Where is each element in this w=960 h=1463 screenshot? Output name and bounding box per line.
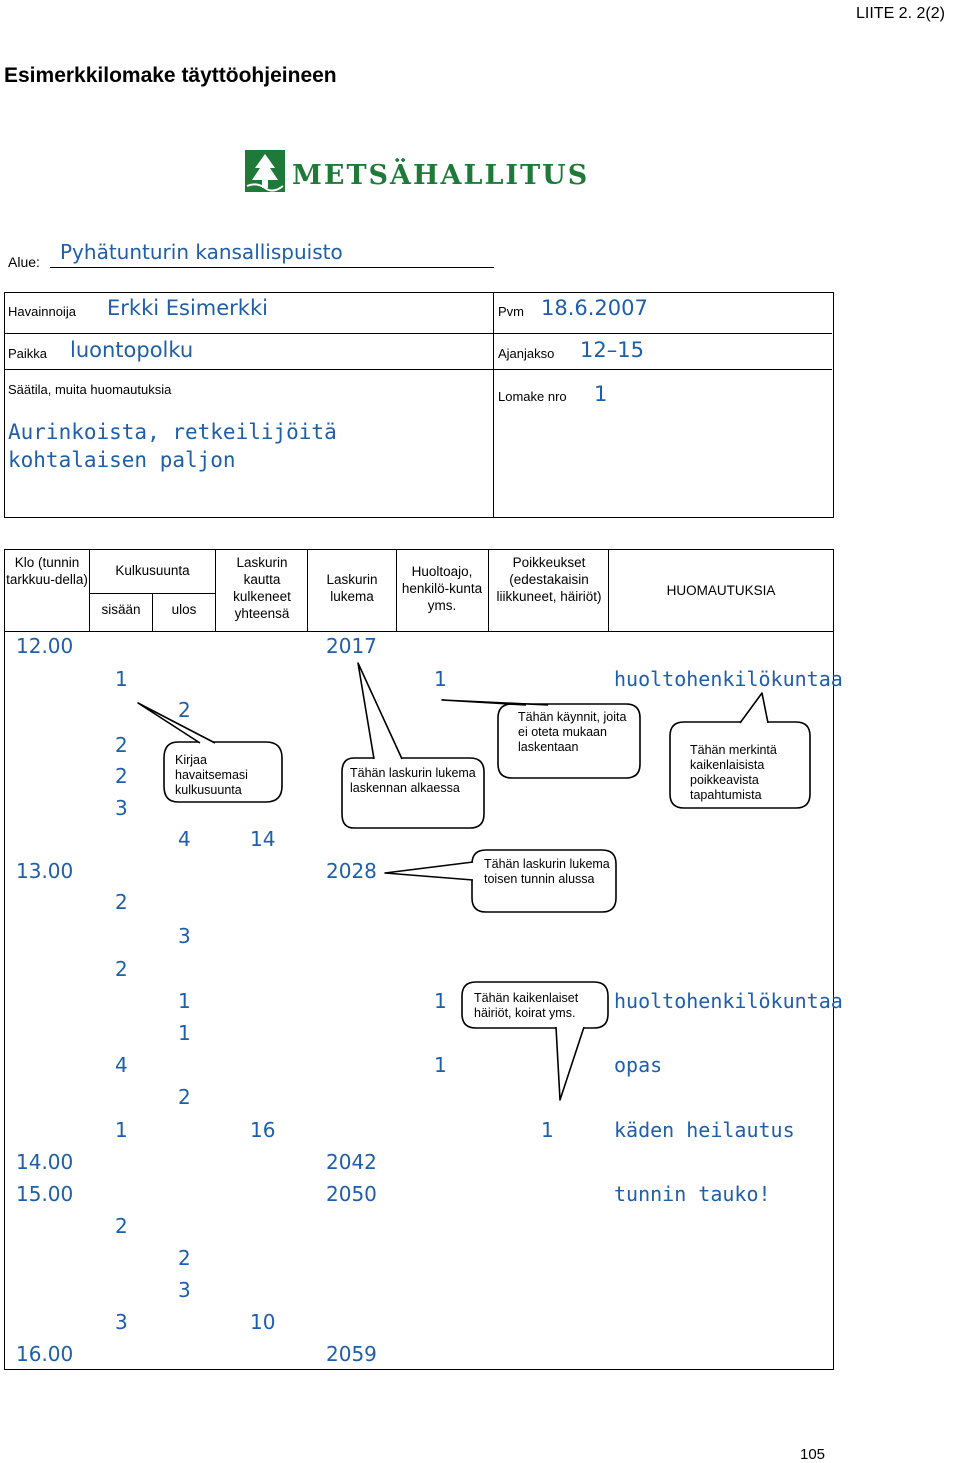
observer-label: Havainnoija — [8, 304, 76, 319]
brand-wordmark: METSÄHALLITUS — [292, 160, 590, 191]
row-exception[interactable]: 1 — [541, 1118, 554, 1142]
row-in[interactable]: 2 — [115, 733, 128, 757]
row-out[interactable]: 4 — [178, 827, 191, 851]
row-in[interactable]: 1 — [115, 1118, 128, 1142]
period-label: Ajanjakso — [498, 346, 555, 361]
row-klo[interactable]: 14.00 — [16, 1150, 74, 1174]
observer-value[interactable]: Erkki Esimerkki — [107, 296, 268, 320]
row-maintenance[interactable]: 1 — [434, 667, 447, 691]
callout-disturbances: Tähän kaikenlaiset häiriöt, koirat yms. — [474, 991, 579, 1020]
row-klo[interactable]: 13.00 — [16, 859, 74, 883]
period-value[interactable]: 12–15 — [580, 338, 644, 362]
row-klo[interactable]: 16.00 — [16, 1342, 74, 1366]
header-klo: Klo (tunnin tarkkuu-della) — [6, 555, 88, 587]
place-value[interactable]: luontopolku — [70, 338, 194, 362]
callout-notes: Tähän merkintä kaikenlaisista poikkeavista tapahtumista — [690, 743, 777, 802]
row-in[interactable]: 2 — [115, 890, 128, 914]
row-in[interactable]: 4 — [115, 1053, 128, 1077]
weather-label: Säätila, muita huomautuksia — [8, 382, 172, 397]
date-value[interactable]: 18.6.2007 — [541, 296, 648, 320]
header-counter: Laskurin lukema — [326, 572, 378, 604]
appendix-label: LIITE 2. 2(2) — [856, 5, 945, 22]
header-direction: Kulkusuunta — [115, 563, 190, 578]
row-klo[interactable]: 15.00 — [16, 1182, 74, 1206]
row-maintenance[interactable]: 1 — [434, 1053, 447, 1077]
row-note[interactable]: huoltohenkilökuntaa — [614, 667, 843, 691]
row-out[interactable]: 3 — [178, 1278, 191, 1302]
row-out[interactable]: 1 — [178, 989, 191, 1013]
row-out[interactable]: 2 — [178, 1085, 191, 1109]
row-counter[interactable]: 2050 — [326, 1182, 377, 1206]
form-no-label: Lomake nro — [498, 389, 567, 404]
row-passed[interactable]: 14 — [250, 827, 276, 851]
weather-line-1[interactable]: Aurinkoista, retkeilijöitä — [8, 420, 337, 444]
row-note[interactable]: opas — [614, 1053, 663, 1077]
area-value[interactable]: Pyhätunturin kansallispuisto — [60, 240, 343, 264]
row-counter[interactable]: 2017 — [326, 634, 377, 658]
row-in[interactable]: 2 — [115, 764, 128, 788]
row-maintenance[interactable]: 1 — [434, 989, 447, 1013]
callout-direction: Kirjaa havaitsemasi kulkusuunta — [175, 753, 248, 797]
row-counter[interactable]: 2028 — [326, 859, 377, 883]
header-exceptions: Poikkeukset (edestakaisin liikkuneet, häiriöt) — [496, 555, 602, 604]
row-counter[interactable]: 2059 — [326, 1342, 377, 1366]
page-number: 105 — [800, 1446, 826, 1463]
row-in[interactable]: 3 — [115, 796, 128, 820]
row-in[interactable]: 3 — [115, 1310, 128, 1334]
row-out[interactable]: 2 — [178, 1246, 191, 1270]
header-passed: Laskurin kautta kulkeneet yhteensä — [233, 555, 291, 621]
row-note[interactable]: tunnin tauko! — [614, 1182, 771, 1206]
header-notes: HUOMAUTUKSIA — [666, 583, 776, 598]
place-label: Paikka — [8, 346, 48, 361]
row-in[interactable]: 2 — [115, 1214, 128, 1238]
header-maintenance: Huoltoajo, henkilö-kunta yms. — [401, 564, 483, 613]
header-out: ulos — [171, 602, 197, 617]
row-in[interactable]: 2 — [115, 957, 128, 981]
area-label: Alue: — [8, 254, 40, 270]
date-label: Pvm — [498, 304, 524, 319]
row-out[interactable]: 1 — [178, 1021, 191, 1045]
row-passed[interactable]: 10 — [250, 1310, 276, 1334]
callout-counter-hour: Tähän laskurin lukema toisen tunnin alussa — [484, 857, 610, 886]
row-note[interactable]: huoltohenkilökuntaa — [614, 989, 843, 1013]
page-title: Esimerkkilomake täyttöohjeineen — [4, 64, 337, 87]
row-counter[interactable]: 2042 — [326, 1150, 377, 1174]
row-klo[interactable]: 12.00 — [16, 634, 74, 658]
header-in: sisään — [101, 602, 141, 617]
callout-visits: Tähän käynnit, joita ei oteta mukaan laskentaan — [518, 710, 627, 754]
row-note[interactable]: käden heilautus — [614, 1118, 795, 1142]
row-in[interactable]: 1 — [115, 667, 128, 691]
row-passed[interactable]: 16 — [250, 1118, 276, 1142]
weather-line-2[interactable]: kohtalaisen paljon — [8, 448, 236, 472]
row-out[interactable]: 3 — [178, 924, 191, 948]
form-no-value[interactable]: 1 — [594, 382, 608, 406]
callout-counter-start: Tähän laskurin lukema laskennan alkaessa — [350, 766, 476, 795]
row-out[interactable]: 2 — [178, 698, 191, 722]
